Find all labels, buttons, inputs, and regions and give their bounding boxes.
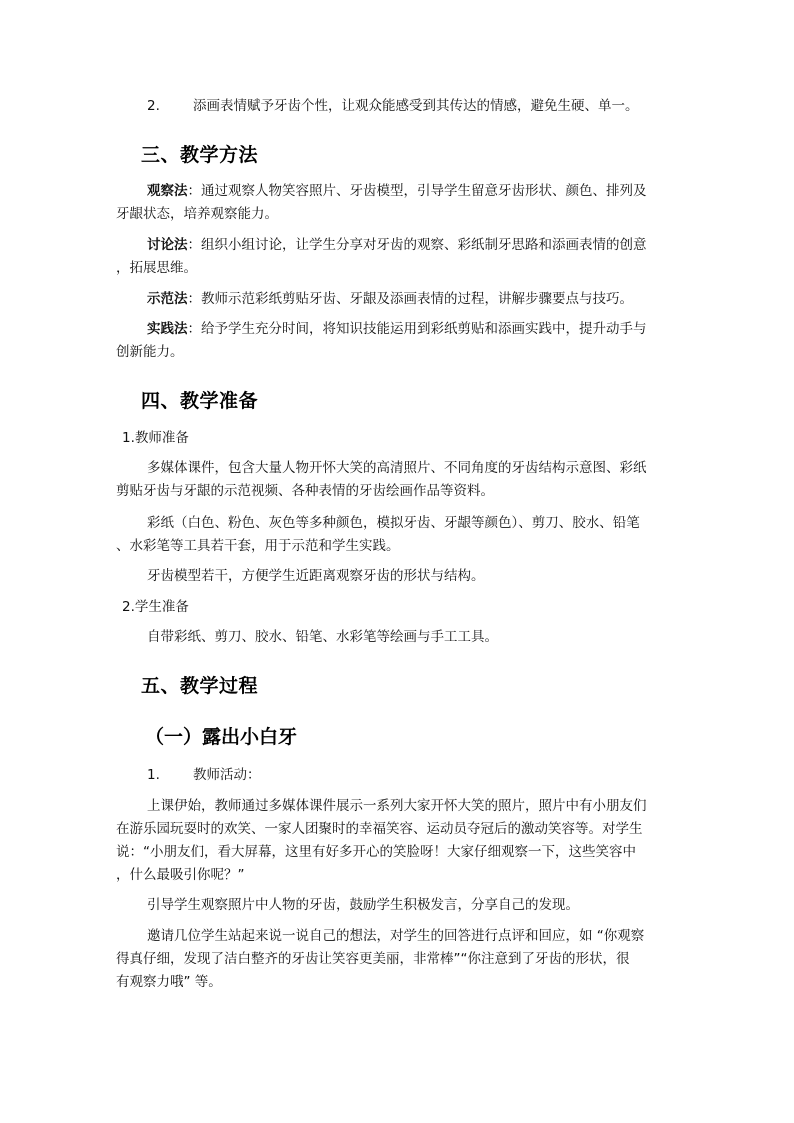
paragraph-line: 引导学生观察照片中人物的牙齿，鼓励学生积极发言，分享自己的发现。 [147, 897, 579, 913]
list-number: 2. [147, 98, 160, 114]
method-text: ：教师示范彩纸剪贴牙齿、牙龈及添画表情的过程，讲解步骤要点与技巧。 [187, 291, 633, 307]
method-discuss-cont: ，拓展思维。 [116, 260, 197, 276]
subheading-teacher-prep: 1.教师准备 [122, 430, 189, 446]
method-term: 示范法 [147, 291, 188, 307]
list-number: 1. [147, 767, 160, 783]
method-practice-cont: 创新能力。 [116, 344, 184, 360]
subheading-student-prep: 2.学生准备 [122, 599, 189, 615]
paragraph-line: 在游乐园玩耍时的欢笑、一家人团聚时的幸福笑容、运动员夺冠后的激动笑容等。对学生 [116, 821, 643, 837]
paragraph-line: 上课伊始，教师通过多媒体课件展示一系列大家开怀大笑的照片，照片中有小朋友们 [147, 798, 647, 814]
method-term: 观察法 [147, 183, 188, 199]
teacher-activity-label: 教师活动： [193, 767, 261, 783]
paragraph-line: 说：“小朋友们，看大屏幕，这里有好多开心的笑脸呀！大家仔细观察一下，这些笑容中 [116, 844, 636, 860]
paragraph-line: 有观察力哦” 等。 [116, 974, 222, 990]
subsection-title: （一）露出小白牙 [145, 726, 298, 748]
method-text: ：给予学生充分时间，将知识技能运用到彩纸剪贴和添画实践中，提升动手与 [187, 321, 647, 337]
list-item-text: 添画表情赋予牙齿个性，让观众能感受到其传达的情感，避免生硬、单一。 [193, 98, 639, 114]
method-text: ：通过观察人物笑容照片、牙齿模型，引导学生留意牙齿形状、颜色、排列及 [187, 183, 647, 199]
method-term: 实践法 [147, 321, 188, 337]
paragraph-line: 、水彩笔等工具若干套，用于示范和学生实践。 [116, 538, 400, 554]
method-observe [147, 182, 647, 200]
method-text: ：组织小组讨论，让学生分享对牙齿的观察、彩纸制牙思路和添画表情的创意 [187, 237, 647, 253]
paragraph-line: 得真仔细，发现了洁白整齐的牙齿让笑容更美丽，非常棒”“你注意到了牙齿的形状，很 [116, 951, 630, 967]
paragraph-line: 自带彩纸、剪刀、胶水、铅笔、水彩笔等绘画与手工工具。 [147, 629, 498, 645]
paragraph-line: 多媒体课件，包含大量人物开怀大笑的高清照片、不同角度的牙齿结构示意图、彩纸 [147, 460, 647, 476]
method-observe-cont: 牙龈状态，培养观察能力。 [116, 206, 278, 222]
paragraph-line: 邀请几位学生站起来说一说自己的想法，对学生的回答进行点评和回应，如 “你观察 [147, 928, 645, 944]
method-practice [147, 320, 647, 338]
paragraph-line: 剪贴牙齿与牙龈的示范视频、各种表情的牙齿绘画作品等资料。 [116, 483, 494, 499]
paragraph-line: ，什么最吸引你呢？” [116, 867, 245, 883]
paragraph-line: 牙齿模型若干，方便学生近距离观察牙齿的形状与结构。 [147, 568, 485, 584]
section-title-preparation: 四、教学准备 [141, 390, 259, 412]
method-discuss [147, 236, 647, 254]
method-demo [147, 290, 633, 308]
section-title-methods: 三、教学方法 [141, 144, 259, 166]
method-term: 讨论法 [147, 237, 188, 253]
paragraph-line: 彩纸（白色、粉色、灰色等多种颜色，模拟牙齿、牙龈等颜色）、剪刀、胶水、铅笔 [147, 515, 640, 531]
section-title-process: 五、教学过程 [141, 675, 259, 697]
